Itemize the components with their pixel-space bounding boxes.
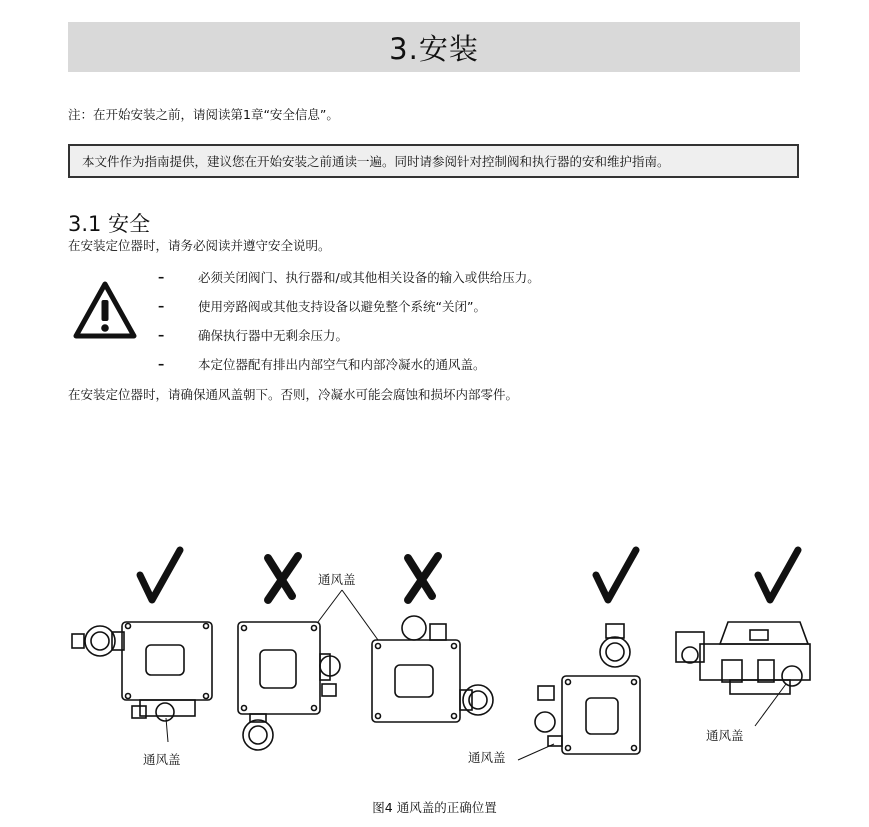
section-title: 3.1 安全 — [68, 212, 151, 236]
bullet-text: 确保执行器中无剩余压力。 — [198, 327, 349, 343]
vent-cover-orientation-figure — [0, 540, 869, 790]
cross-icon — [408, 556, 438, 600]
closing-paragraph: 在安装定位器时，请确保通风盖朝下。否则，冷凝水可能会腐蚀和损坏内部零件。 — [68, 387, 519, 402]
bullet-dash: – — [158, 269, 165, 284]
positioner-unit-3 — [372, 616, 493, 722]
chapter-title: 3.安装 — [389, 31, 479, 66]
positioner-unit-5 — [676, 622, 810, 694]
vent-cover-label: 通风盖 — [318, 572, 356, 587]
bullet-dash: – — [158, 298, 165, 313]
positioner-unit-4 — [535, 624, 640, 754]
vent-cover-label: 通风盖 — [706, 728, 744, 743]
positioner-unit-1 — [72, 622, 212, 721]
bullet-text: 必须关闭阀门、执行器和/或其他相关设备的输入或供给压力。 — [198, 269, 540, 285]
bullet-text: 本定位器配有排出内部空气和内部冷凝水的通风盖。 — [198, 356, 486, 372]
figure-caption: 图4 通风盖的正确位置 — [372, 800, 497, 815]
list-item — [158, 291, 540, 320]
check-icon — [596, 550, 636, 600]
vent-cover-label: 通风盖 — [143, 752, 181, 767]
chapter-header — [68, 22, 800, 72]
vent-cover-label: 通风盖 — [468, 750, 506, 765]
safety-bullet-list — [158, 262, 540, 378]
warning-triangle-icon — [72, 280, 138, 342]
guide-notice-box — [68, 144, 799, 178]
safety-note: 注：在开始安装之前，请阅读第1章“安全信息”。 — [68, 107, 339, 122]
list-item — [158, 320, 540, 349]
positioner-unit-2 — [238, 622, 340, 750]
guide-notice-text: 本文件作为指南提供，建议您在开始安装之前通读一遍。同时请参阅针对控制阀和执行器的安和维护指南。 — [82, 154, 670, 169]
bullet-dash: – — [158, 327, 165, 342]
check-icon — [758, 550, 798, 600]
cross-icon — [268, 556, 298, 600]
bullet-text: 使用旁路阀或其他支持设备以避免整个系统“关闭”。 — [198, 298, 486, 314]
list-item — [158, 262, 540, 291]
section-intro: 在安装定位器时，请务必阅读并遵守安全说明。 — [68, 238, 331, 253]
list-item — [158, 349, 540, 378]
bullet-dash: – — [158, 356, 165, 371]
check-icon — [140, 550, 180, 600]
